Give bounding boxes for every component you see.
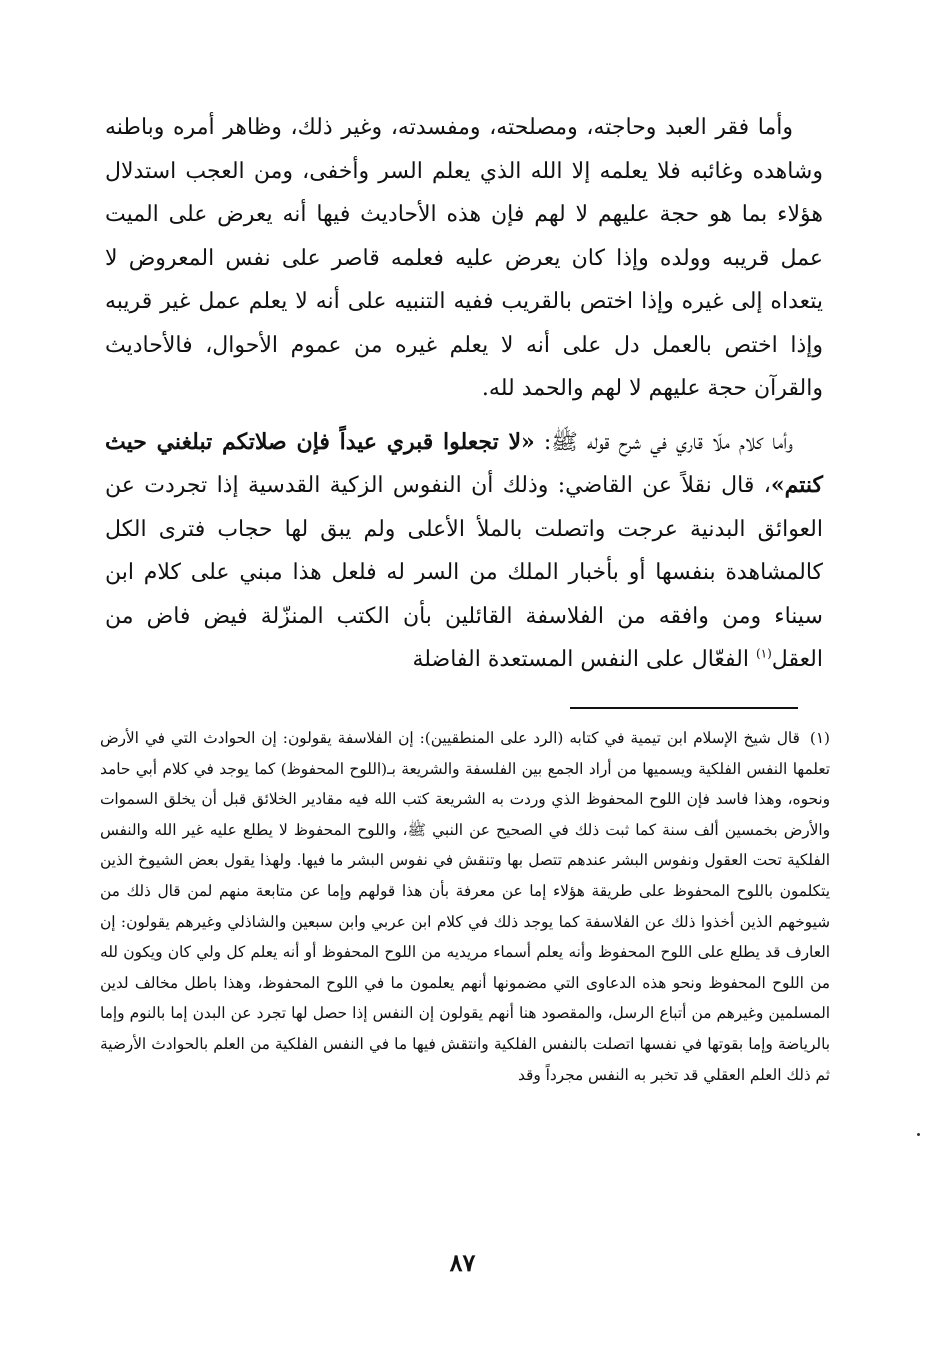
scan-speck: [917, 1133, 920, 1136]
paragraph-1: وأما فقر العبد وحاجته، ومصلحته، ومفسدته، وغير ذلك، وظاهر أمره وباطنه وشاهده وغائبه فلا يعلمه إلا الله الذي يعلم السر وأخفى، ومن العجب استدلال هؤلاء بما هو حجة عليهم لا لهم فإن هذه الأحاديث فيها أنه يعرض على الميت عمل قريبه وولده وإذا كان يعرض عليه فعلمه قاصر على نفس المعروض لا يتعداه إلى غيره وإذا اختص بالقريب ففيه التنبيه على أنه لا يعلم عمل غير قريبه وإذا اختص بالعمل دل على أنه لا يعلم غيره من عموم الأحوال، فالأحاديث والقرآن حجة عليهم لا لهم والحمد لله.: [105, 115, 823, 401]
footnote-reference: (١): [755, 646, 772, 661]
paragraph-2: [105, 421, 823, 682]
paragraph-2-middle: ، قال نقلاً عن القاضي: وذلك أن النفوس الزكية القدسية إذا تجردت عن العوائق البدنية عرجت واتصلت بالملأ الأعلى ولم يبق لها حجاب فترى الكل كالمشاهدة بنفسها أو بأخبار الملك من السر له فلعل هذا مبني على كلام ابن سيناء ومن وافقه من الفلاسفة القائلين بأن الكتب المنزّلة فيض فاض من العقل: [105, 473, 823, 672]
footnote-number: (١): [809, 729, 830, 747]
paragraph-2-start: وأما كلام ملّا قاري في شرح قوله ﷺ:: [534, 429, 793, 455]
main-text-body: [105, 106, 823, 682]
hadith-quote: «لا تجعلوا قبري عيداً فإن صلاتكم تبلغني حيث كنتم»: [105, 428, 823, 498]
footnote-separator: [570, 707, 798, 709]
page-number: ٨٧: [449, 1248, 476, 1277]
paragraph-2-end: الفعّال على النفس المستعدة الفاضلة: [412, 647, 756, 672]
footnote: [100, 723, 830, 1090]
footnote-text: قال شيخ الإسلام ابن تيمية في كتابه (الرد على المنطقيين): إن الفلاسفة يقولون: إن الحوادث التي في الأرض تعلمها النفس الفلكية ويسميها من أراد الجمع بين الفلسفة والشريعة بـ(اللوح المحفوظ) كما يوجد في كلام أبي حامد ونحوه، وهذا فاسد فإن اللوح المحفوظ الذي وردت به الشريعة كتب الله فيه مقادير الخلائق قبل أن يخلق السموات والأرض بخمسين ألف سنة كما ثبت ذلك في الصحيح عن النبي ﷺ، واللوح المحفوظ لا يطلع عليه غير الله والنفس الفلكية تحت العقول ونفوس البشر عندهم تتصل بها وتنقش في نفوس البشر ما فيها. ولهذا يقول بعض الشيوخ الذين يتكلمون باللوح المحفوظ على طريقة هؤلاء إما عن معرفة بأن هذا قولهم وإما عن متابعة منهم لمن قال ذلك من شيوخهم الذين أخذوا ذلك عن الفلاسفة كما يوجد ذلك في كلام ابن عربي وابن سبعين والشاذلي وغيرهم يقولون: إن العارف قد يطلع على اللوح المحفوظ وأنه يعلم أسماء مريديه من اللوح المحفوظ أو أنه يعلم كل ولي كان ويكون لله من اللوح المحفوظ ونحو هذه الدعاوى التي مضمونها أنهم يعلمون ما في اللوح المحفوظ، وهذا باطل مخالف لدين المسلمين وغيرهم من أتباع الرسل، والمقصود هنا أنهم يقولون إن النفس إذا حصل لها تجرد عن البدن إما بالنوم وإما بالرياضة وإما بقوتها في نفسها اتصلت بالنفس الفلكية وانتقش فيها ما في النفس الفلكية من العلم بالحوادث الأرضية ثم ذلك العلم العقلي قد تخبر به النفس مجرداً وقد: [100, 729, 830, 1084]
